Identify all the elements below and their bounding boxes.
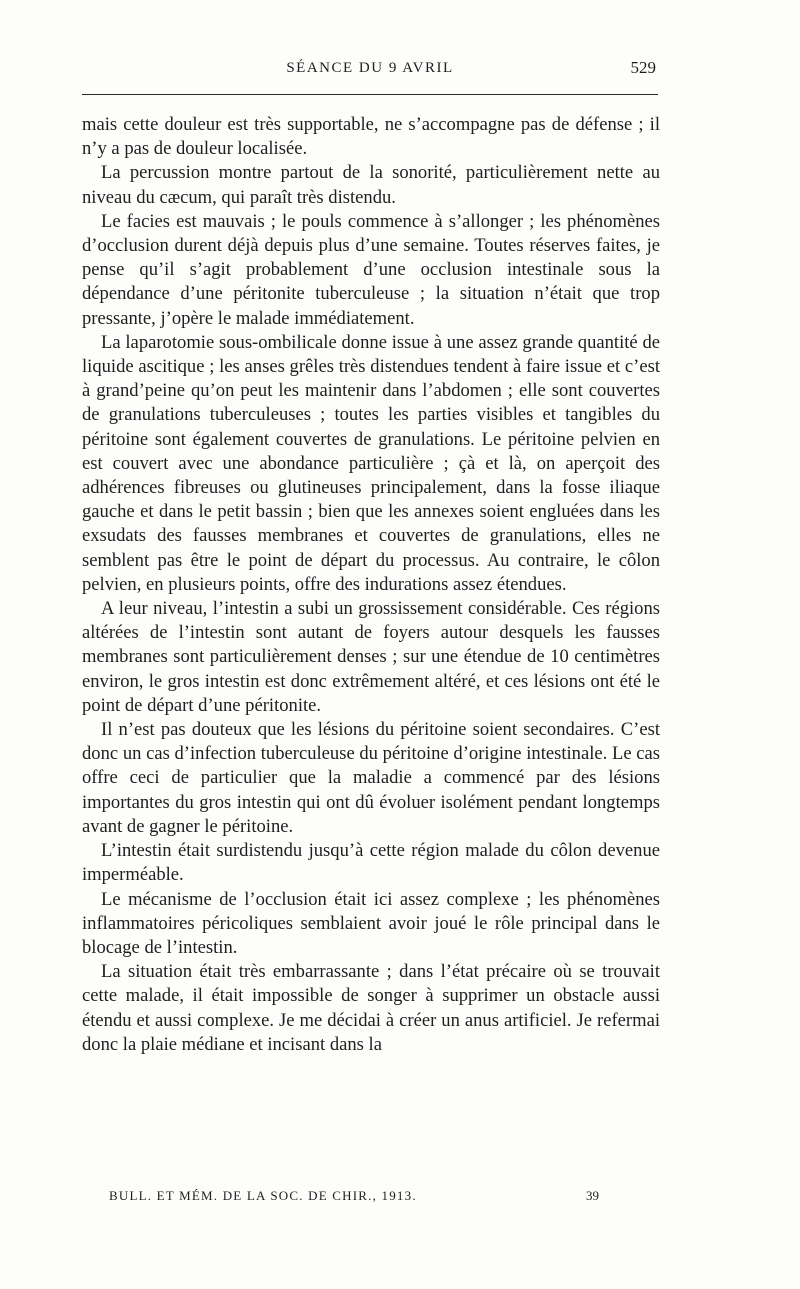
paragraph-5: A leur niveau, l’intestin a subi un grossissement considérable. Ces régions altérées de l’intestin sont autant de foyers autour desquels les fausses membranes sont particulièrement denses ; sur une étendue de 10 centimètres environ, le gros intestin est donc extrêmement altéré, et ces lésions ont été le point de départ d’une péritonite.	[82, 598, 660, 716]
journal-reference: BULL. ET MÉM. DE LA SOC. DE CHIR., 1913.	[109, 1188, 417, 1203]
paragraph-2: La percussion montre partout de la sonorité, particulièrement nette au niveau du cæcum, qui paraît très distendu.	[82, 162, 660, 208]
page-number: 529	[630, 58, 656, 77]
running-title: SÉANCE DU 9 AVRIL	[286, 60, 454, 76]
paragraph-7: L’intestin était surdistendu jusqu’à cette région malade du côlon devenue imperméable.	[82, 840, 660, 886]
paragraph-4: La laparotomie sous-ombilicale donne issue à une assez grande quantité de liquide ascitique ; les anses grêles très distendues tendent à faire issue et c’est à grand’peine qu’on peut les maintenir dans l’abdomen ; elle sont couvertes de granulations tuberculeuses ; toutes les parties visibles et tangibles du péritoine sont également couvertes de granulations. Le péritoine pelvien en est couvert avec une abondance particulière ; çà et là, on aperçoit des adhérences fibreuses ou glutineuses principalement, dans la fosse iliaque gauche et dans le petit bassin ; bien que les annexes soient engluées dans les exsudats des fausses membranes et couvertes de granulations, elles ne semblent pas être le point de départ du processus. Au contraire, le côlon pelvien, en plusieurs points, offre des indurations assez étendues.	[82, 331, 660, 595]
signature-mark: 39	[586, 1188, 599, 1203]
page-footer	[109, 1188, 599, 1210]
header-rule	[82, 94, 658, 95]
paragraph-9: La situation était très embarrassante ; dans l’état précaire où se trouvait cette malade, il était impossible de songer à supprimer un obstacle aussi étendu et aussi complexe. Je me décidai à créer un anus artificiel. Je refermai donc la plaie médiane et incisant dans la	[82, 961, 660, 1055]
paragraph-8: Le mécanisme de l’occlusion était ici assez complexe ; les phénomènes inflammatoires péricoliques semblaient avoir joué le rôle principal dans le blocage de l’intestin.	[82, 888, 660, 958]
paragraph-3: Le facies est mauvais ; le pouls commence à s’allonger ; les phénomènes d’occlusion durent déjà depuis plus d’une semaine. Toutes réserves faites, je pense qu’il s’agit probablement d’une occlusion intestinale sous la dépendance d’une péritonite tuberculeuse ; la situation n’était que trop pressante, j’opère le malade immédiatement.	[82, 210, 660, 329]
paragraph-6: Il n’est pas douteux que les lésions du péritoine soient secondaires. C’est donc un cas d’infection tuberculeuse du péritoine d’origine intestinale. Le cas offre ceci de particulier que la maladie a commencé par des lésions importantes du gros intestin qui ont dû évoluer isolément pendant longtemps avant de gagner le péritoine.	[82, 719, 660, 837]
paragraph-1: mais cette douleur est très supportable, ne s’accompagne pas de défense ; il n’y a pas de douleur localisée.	[82, 114, 660, 160]
body-text	[82, 113, 660, 1057]
running-head	[82, 58, 658, 82]
